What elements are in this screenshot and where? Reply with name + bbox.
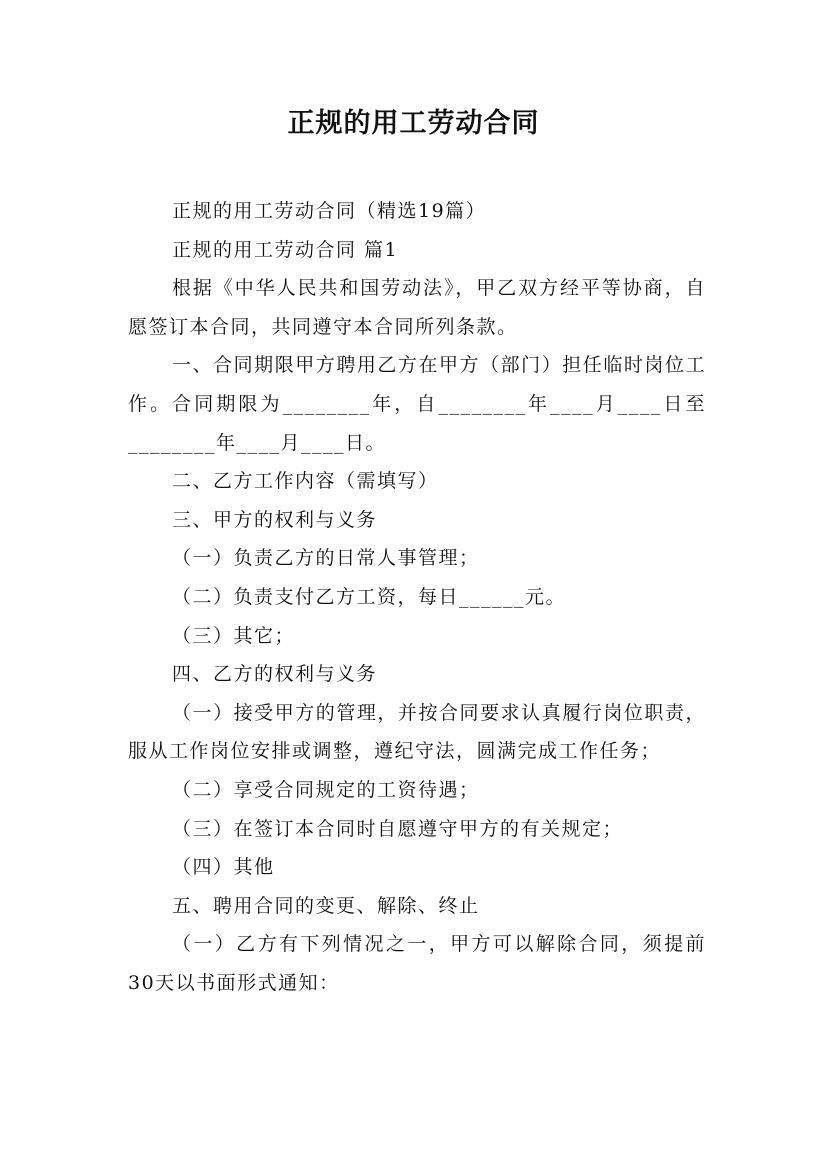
paragraph-section-heading: 正规的用工劳动合同 篇1: [172, 238, 399, 261]
paragraph-party-b-item-4: （四）其他: [172, 856, 275, 879]
paragraph-preamble: 根据《中华人民共和国劳动法》，甲乙双方经平等协商，自愿签订本合同，共同遵守本合同所列条款。: [128, 277, 706, 338]
paragraph-party-a-item-2: （二）负责支付乙方工资，每日______元。: [172, 585, 567, 608]
paragraph-subtitle: 正规的用工劳动合同（精选19篇）: [172, 200, 487, 222]
paragraph-party-b-item-3: （三）在签订本合同时自愿遵守甲方的有关规定；: [172, 817, 624, 840]
paragraph-party-a-item-1: （一）负责乙方的日常人事管理；: [172, 547, 480, 570]
paragraph-termination-item-1: （一）乙方有下列情况之一，甲方可以解除合同，须提前30天以书面形式通知：: [128, 933, 706, 994]
document-body: [128, 192, 706, 1002]
paragraph-party-b-heading: 四、乙方的权利与义务: [172, 663, 378, 686]
paragraph-termination-heading: 五、聘用合同的变更、解除、终止: [172, 894, 480, 917]
document-title: 正规的用工劳动合同: [287, 108, 540, 139]
paragraph-term: 一、合同期限甲方聘用乙方在甲方（部门）担任临时岗位工作。合同期限为________年，自________年____月____日至________年____月____日。: [128, 354, 706, 454]
paragraph-party-a-heading: 三、甲方的权利与义务: [172, 508, 378, 531]
paragraph-party-b-item-2: （二）享受合同规定的工资待遇；: [172, 778, 480, 801]
paragraph-party-a-item-3: （三）其它；: [172, 624, 296, 647]
paragraph-work-content: 二、乙方工作内容（需填写）: [172, 470, 439, 493]
paragraph-party-b-item-1: （一）接受甲方的管理，并按合同要求认真履行岗位职责，服从工作岗位安排或调整，遵纪守法，圆满完成工作任务；: [128, 701, 706, 763]
